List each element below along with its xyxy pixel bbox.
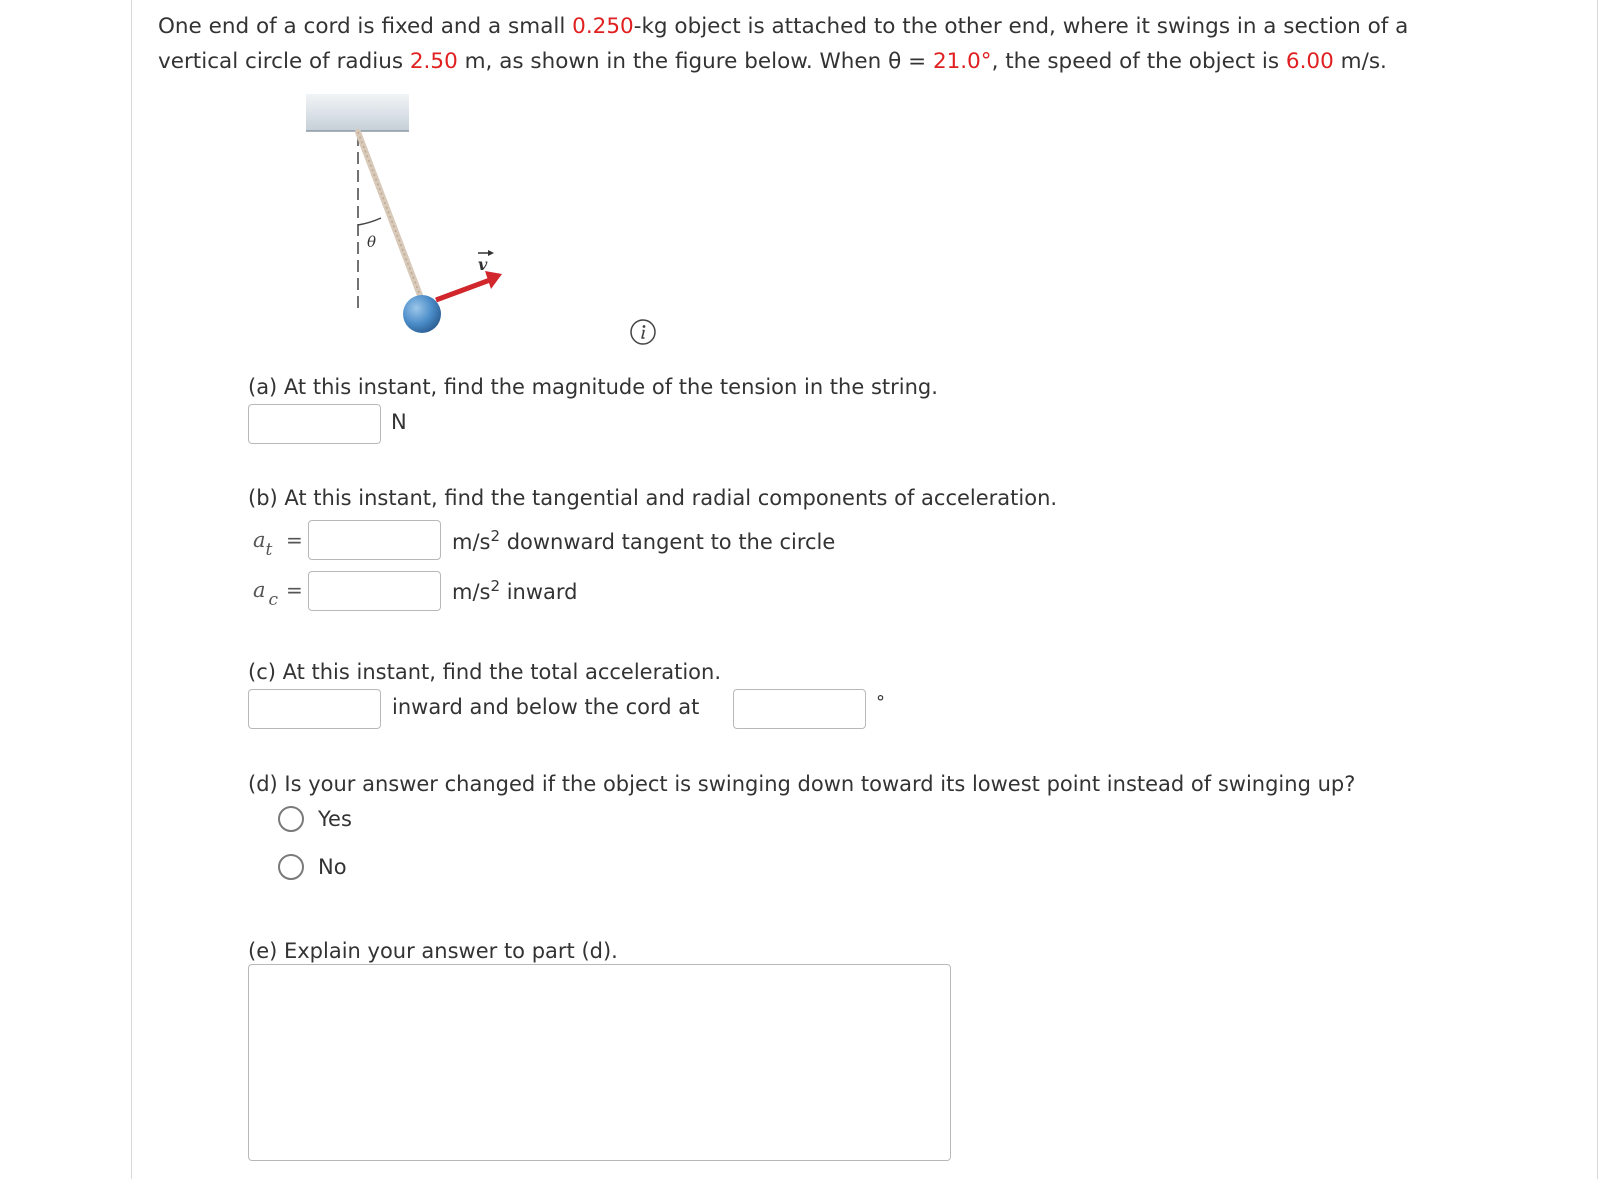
- speed-value: 6.00: [1285, 49, 1334, 74]
- part-d-question: (d) Is your answer changed if the object is swinging down toward its lowest point instead of swinging up?: [248, 772, 1356, 796]
- problem-line-2: [158, 49, 1387, 74]
- mass-value: 0.250: [572, 14, 634, 39]
- part-c-question: (c) At this instant, find the total acceleration.: [248, 660, 722, 684]
- part-a-question: (a) At this instant, find the magnitude of the tension in the string.: [248, 375, 938, 399]
- at-unit-exponent: 2: [490, 527, 501, 545]
- ac-a: a: [253, 578, 266, 602]
- radial-acceleration-input[interactable]: [308, 571, 441, 611]
- velocity-arrow: [436, 280, 490, 300]
- angle-input[interactable]: [733, 689, 866, 729]
- at-symbol: [253, 528, 273, 560]
- radius-value: 2.50: [409, 49, 458, 74]
- problem-text: vertical circle of radius: [158, 49, 410, 74]
- theta-label: θ: [367, 233, 377, 251]
- radio-yes[interactable]: [278, 806, 304, 832]
- ac-symbol: [253, 578, 279, 610]
- pendulum-figure: [300, 90, 660, 360]
- ac-subscript: c: [268, 590, 279, 610]
- at-a: a: [253, 528, 266, 552]
- tension-input[interactable]: [248, 404, 381, 444]
- at-description: downward tangent to the circle: [500, 530, 836, 554]
- part-c-middle-text: inward and below the cord at: [392, 695, 700, 719]
- info-icon[interactable]: [629, 318, 657, 346]
- tangential-acceleration-input[interactable]: [308, 520, 441, 560]
- ceiling: [306, 94, 409, 131]
- problem-text: m/s.: [1333, 49, 1387, 74]
- ac-description: inward: [500, 580, 578, 604]
- part-b-question: (b) At this instant, find the tangential and radial components of acceleration.: [248, 486, 1058, 510]
- ac-equals: =: [286, 578, 303, 602]
- problem-text: -kg object is attached to the other end, where it swings in a section of a: [633, 14, 1409, 39]
- total-acceleration-input[interactable]: [248, 689, 381, 729]
- option-no-label[interactable]: No: [318, 855, 347, 879]
- option-yes-label[interactable]: Yes: [318, 807, 352, 831]
- at-subscript: t: [265, 540, 273, 560]
- angle-arc: [358, 218, 381, 225]
- at-equals: =: [286, 528, 303, 552]
- ball: [403, 295, 441, 333]
- ac-unit: m/s: [452, 580, 491, 604]
- degree-unit: °: [876, 692, 885, 713]
- at-unit: m/s: [452, 530, 491, 554]
- part-e-question: (e) Explain your answer to part (d).: [248, 939, 618, 963]
- velocity-vector-arrowhead: [488, 250, 494, 256]
- angle-value: 21.0°: [932, 49, 992, 74]
- problem-text: One end of a cord is fixed and a small: [158, 14, 573, 39]
- explanation-textarea[interactable]: [248, 964, 951, 1161]
- velocity-label: v: [478, 255, 488, 274]
- problem-text: m, as shown in the figure below. When θ =: [457, 49, 933, 74]
- ac-unit-exponent: 2: [490, 577, 501, 595]
- problem-line-1: [158, 14, 1408, 39]
- tension-unit: N: [391, 410, 407, 434]
- at-unit-text: [452, 527, 835, 554]
- ac-unit-text: [452, 577, 578, 604]
- problem-text: , the speed of the object is: [991, 49, 1286, 74]
- radio-no[interactable]: [278, 854, 304, 880]
